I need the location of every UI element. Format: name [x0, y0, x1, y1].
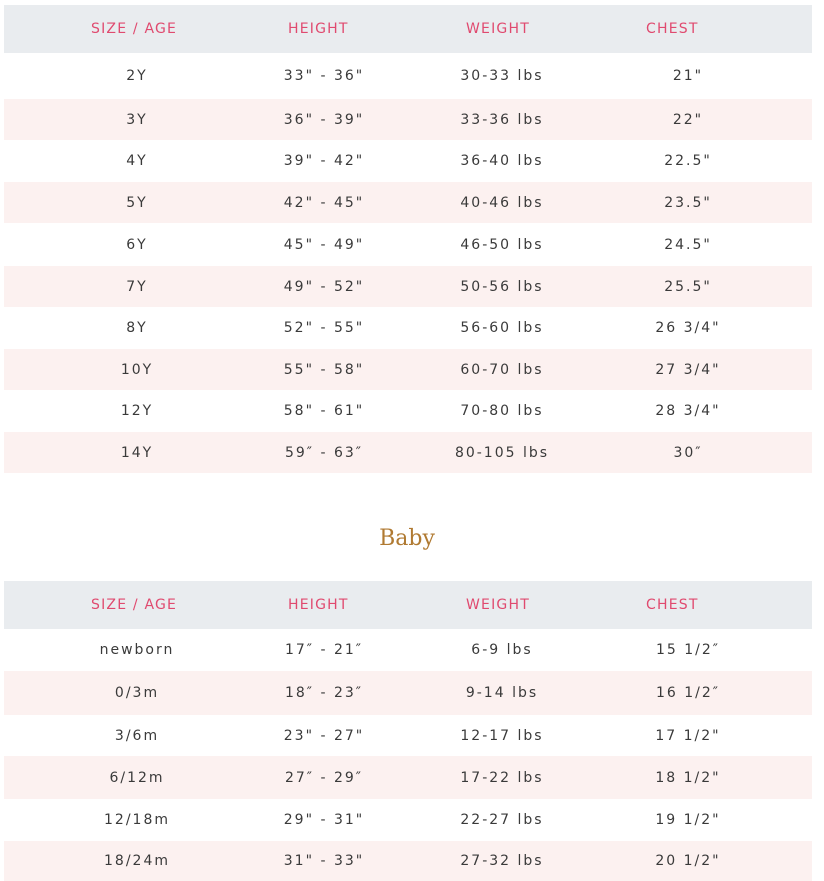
- size-cell: 0/3m: [114, 685, 160, 701]
- header-size-age: SIZE / AGE: [91, 597, 178, 613]
- weight-cell: 46-50 lbs: [460, 236, 544, 253]
- size-cell: 4Y: [126, 153, 148, 169]
- height-cell: 39" - 42": [283, 153, 365, 169]
- height-cell: 27″ - 29″: [284, 769, 364, 786]
- size-cell: 6/12m: [109, 769, 165, 786]
- table-row: [4, 307, 812, 349]
- table-row: [4, 182, 812, 223]
- weight-cell: 70-80 lbs: [460, 403, 544, 419]
- weight-cell: 50-56 lbs: [460, 278, 544, 295]
- weight-cell: 30-33 lbs: [460, 68, 544, 84]
- size-cell: 12/18m: [104, 812, 170, 828]
- section-title-baby: Baby: [379, 526, 435, 551]
- header-weight: WEIGHT: [466, 21, 530, 37]
- size-cell: 3/6m: [114, 727, 160, 744]
- height-cell: 42" - 45": [283, 194, 365, 211]
- chest-cell: 26 3/4": [655, 320, 721, 336]
- size-cell: 8Y: [126, 320, 148, 336]
- baby-table-header: [4, 581, 812, 629]
- weight-cell: 60-70 lbs: [460, 361, 544, 378]
- chest-cell: 24.5": [664, 236, 712, 253]
- table-row: [4, 756, 812, 799]
- size-cell: newborn: [99, 642, 175, 658]
- table-row: [4, 715, 812, 756]
- chest-cell: 16 1/2″: [655, 685, 721, 701]
- size-cell: 3Y: [126, 111, 148, 128]
- height-cell: 33" - 36": [283, 68, 365, 84]
- weight-cell: 56-60 lbs: [460, 320, 544, 336]
- chest-cell: 18 1/2": [655, 769, 721, 786]
- weight-cell: 17-22 lbs: [460, 769, 544, 786]
- table-row: [4, 841, 812, 881]
- weight-cell: 80-105 lbs: [454, 444, 550, 461]
- header-height: HEIGHT: [288, 597, 349, 613]
- size-cell: 6Y: [126, 236, 148, 253]
- weight-cell: 36-40 lbs: [460, 153, 544, 169]
- table-row: [4, 53, 812, 99]
- chest-cell: 25.5": [664, 278, 712, 295]
- header-chest: CHEST: [646, 21, 699, 37]
- header-size-age: SIZE / AGE: [91, 21, 178, 37]
- weight-cell: 40-46 lbs: [460, 194, 544, 211]
- chest-cell: 19 1/2": [655, 812, 721, 828]
- chest-cell: 15 1/2″: [655, 642, 721, 658]
- table-row: [4, 99, 812, 140]
- height-cell: 29" - 31": [283, 812, 365, 828]
- chest-cell: 17 1/2": [655, 727, 721, 744]
- kids-table-header: [4, 5, 812, 53]
- size-cell: 18/24m: [104, 853, 170, 869]
- table-row: [4, 799, 812, 841]
- height-cell: 52" - 55": [283, 320, 365, 336]
- table-row: [4, 349, 812, 390]
- height-cell: 45" - 49": [283, 236, 365, 253]
- table-row: [4, 223, 812, 266]
- size-cell: 10Y: [120, 361, 154, 378]
- size-cell: 12Y: [120, 403, 154, 419]
- size-cell: 7Y: [126, 278, 148, 295]
- size-cell: 5Y: [126, 194, 148, 211]
- table-row: [4, 671, 812, 715]
- header-chest: CHEST: [646, 597, 699, 613]
- height-cell: 36" - 39": [283, 111, 365, 128]
- kids-size-table: [4, 5, 812, 473]
- table-row: [4, 390, 812, 432]
- weight-cell: 22-27 lbs: [460, 812, 544, 828]
- chest-cell: 22": [672, 111, 704, 128]
- height-cell: 23" - 27": [283, 727, 365, 744]
- chest-cell: 20 1/2": [655, 853, 721, 869]
- table-row: [4, 266, 812, 307]
- height-cell: 59″ - 63″: [284, 444, 364, 461]
- weight-cell: 12-17 lbs: [460, 727, 544, 744]
- height-cell: 17″ - 21″: [284, 642, 364, 658]
- chest-cell: 21": [672, 68, 704, 84]
- height-cell: 18″ - 23″: [284, 685, 364, 701]
- height-cell: 31" - 33": [283, 853, 365, 869]
- chest-cell: 28 3/4": [655, 403, 721, 419]
- size-cell: 14Y: [120, 444, 154, 461]
- table-row: [4, 629, 812, 671]
- baby-size-table: [4, 581, 812, 881]
- height-cell: 58" - 61": [283, 403, 365, 419]
- height-cell: 55" - 58": [283, 361, 365, 378]
- table-row: [4, 140, 812, 182]
- chest-cell: 23.5": [664, 194, 712, 211]
- table-row: [4, 432, 812, 473]
- weight-cell: 6-9 lbs: [471, 642, 533, 658]
- chest-cell: 27 3/4": [655, 361, 721, 378]
- chest-cell: 30″: [673, 444, 703, 461]
- weight-cell: 27-32 lbs: [460, 853, 544, 869]
- size-cell: 2Y: [126, 68, 148, 84]
- header-weight: WEIGHT: [466, 597, 530, 613]
- height-cell: 49" - 52": [283, 278, 365, 295]
- header-height: HEIGHT: [288, 21, 349, 37]
- weight-cell: 33-36 lbs: [460, 111, 544, 128]
- weight-cell: 9-14 lbs: [465, 685, 539, 701]
- chest-cell: 22.5": [664, 153, 712, 169]
